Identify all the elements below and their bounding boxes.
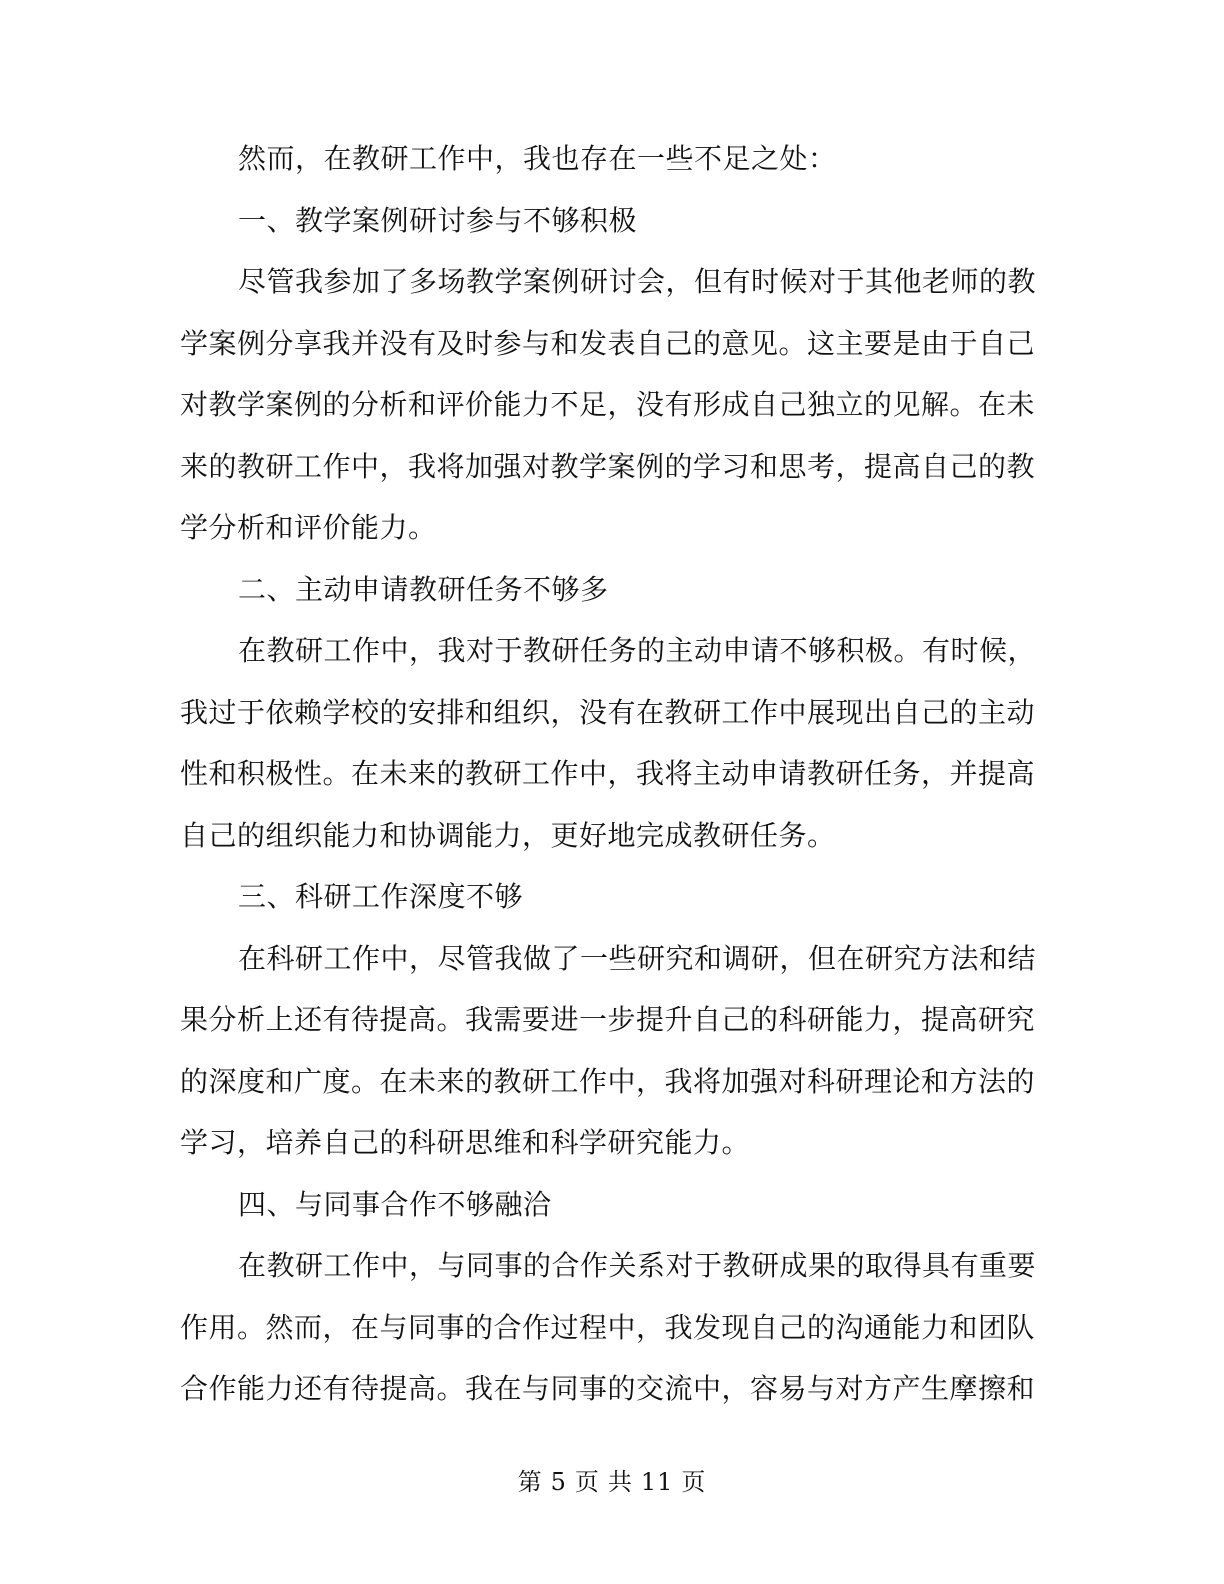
page-footer	[0, 1462, 1224, 1497]
paragraph-line: 学案例分享我并没有及时参与和发表自己的意见。这主要是由于自己	[180, 326, 1036, 360]
section-heading: 二、主动申请教研任务不够多	[238, 572, 609, 606]
paragraph-line: 自己的组织能力和协调能力，更好地完成教研任务。	[180, 818, 836, 852]
paragraph-line: 在教研工作中，我对于教研任务的主动申请不够积极。有时候，	[238, 634, 1037, 667]
footer-current-page: 5	[550, 1468, 567, 1496]
paragraph-line: 来的教研工作中，我将加强对教学案例的学习和思考，提高自己的教	[180, 449, 1036, 483]
footer-page-word: 页	[574, 1468, 600, 1496]
paragraph-line: 然而，在教研工作中，我也存在一些不足之处：	[238, 142, 837, 175]
body-text	[180, 128, 1037, 1420]
section-heading: 四、与同事合作不够融洽	[238, 1187, 552, 1221]
paragraph-line: 学习，培养自己的科研思维和科学研究能力。	[180, 1126, 751, 1159]
paragraph-line: 在教研工作中，与同事的合作关系对于教研成果的取得具有重要	[238, 1249, 1037, 1282]
paragraph-line: 尽管我参加了多场教学案例研讨会，但有时候对于其他老师的教	[238, 265, 1037, 298]
section-heading: 一、教学案例研讨参与不够积极	[238, 203, 638, 237]
paragraph-line: 学分析和评价能力。	[180, 511, 437, 544]
footer-suffix: 页	[681, 1468, 707, 1496]
section-heading: 三、科研工作深度不够	[238, 880, 524, 913]
paragraph-line: 性和积极性。在未来的教研工作中，我将主动申请教研任务，并提高	[180, 757, 1036, 790]
paragraph-line: 在科研工作中，尽管我做了一些研究和调研，但在研究方法和结	[238, 941, 1037, 975]
paragraph-line: 合作能力还有待提高。我在与同事的交流中，容易与对方产生摩擦和	[180, 1372, 1036, 1405]
footer-total-pages: 11	[640, 1468, 674, 1496]
paragraph-line: 对教学案例的分析和评价能力不足，没有形成自己独立的见解。在未	[180, 388, 1036, 421]
paragraph-line: 作用。然而，在与同事的合作过程中，我发现自己的沟通能力和团队	[180, 1310, 1036, 1344]
paragraph-line: 我过于依赖学校的安排和组织，没有在教研工作中展现出自己的主动	[180, 695, 1036, 729]
footer-prefix: 第	[517, 1468, 543, 1496]
footer-total-word: 共	[607, 1468, 633, 1496]
paragraph-line: 的深度和广度。在未来的教研工作中，我将加强对科研理论和方法的	[180, 1064, 1036, 1098]
paragraph-line: 果分析上还有待提高。我需要进一步提升自己的科研能力，提高研究	[180, 1003, 1036, 1036]
